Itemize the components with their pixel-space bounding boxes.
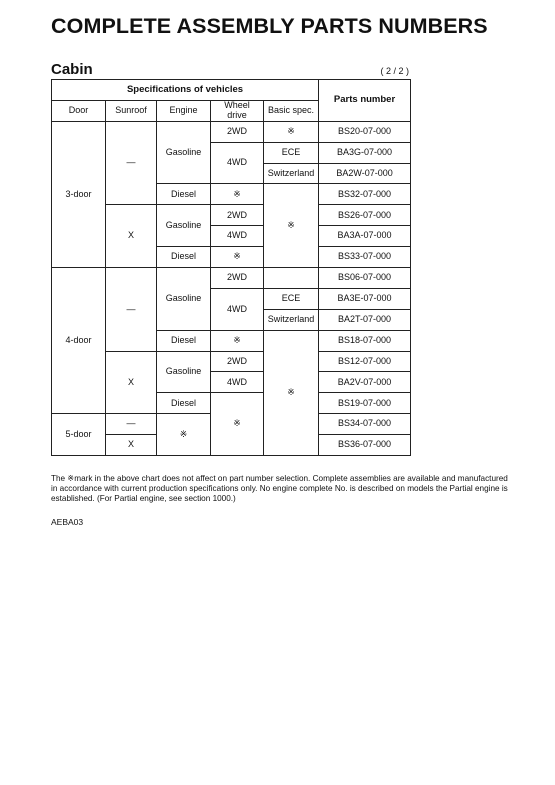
engine-cell: Diesel [157, 247, 211, 268]
door-cell: 5-door [52, 414, 106, 456]
sunroof-cell: X [106, 435, 157, 456]
sunroof-cell: — [106, 268, 157, 352]
wheel-drive-cell: 2WD [211, 121, 264, 142]
part-number-cell: BS20-07-000 [319, 121, 411, 142]
sunroof-cell: — [106, 121, 157, 205]
wheel-drive-cell: 4WD [211, 226, 264, 247]
col-header-basic-spec: Basic spec. [264, 100, 319, 121]
sunroof-cell: — [106, 414, 157, 435]
engine-cell: Gasoline [157, 205, 211, 247]
part-number-cell: BA3G-07-000 [319, 142, 411, 163]
basic-spec-cell: ECE [264, 288, 319, 309]
part-number-cell: BS19-07-000 [319, 393, 411, 414]
part-number-cell: BS12-07-000 [319, 351, 411, 372]
basic-spec-cell [264, 268, 319, 289]
part-number-cell: BS26-07-000 [319, 205, 411, 226]
engine-cell: Gasoline [157, 121, 211, 184]
door-cell: 4-door [52, 268, 106, 414]
sunroof-cell: X [106, 205, 157, 268]
wheel-drive-cell: 2WD [211, 268, 264, 289]
table-header-row [52, 80, 411, 101]
part-number-cell: BA2T-07-000 [319, 309, 411, 330]
mark-cell: ※ [264, 184, 319, 268]
page-title: COMPLETE ASSEMBLY PARTS NUMBERS [51, 14, 488, 38]
sunroof-cell: X [106, 351, 157, 414]
engine-cell: Gasoline [157, 351, 211, 393]
table-row [52, 121, 411, 142]
part-number-cell: BA3A-07-000 [319, 226, 411, 247]
mark-cell: ※ [211, 393, 264, 456]
part-number-cell: BA2V-07-000 [319, 372, 411, 393]
basic-spec-cell: Switzerland [264, 309, 319, 330]
part-number-cell: BA2W-07-000 [319, 163, 411, 184]
mark-cell: ※ [264, 330, 319, 455]
table-row [52, 205, 411, 226]
footnote-text: mark in the above chart does not affect on part number selection. Complete assemblies are available and manufactured in accordance with current production specifications only. No engine complete No. is described on models the Partial engine is established. (For Partial engine, see section 1000.) [51, 474, 508, 503]
part-number-cell: BS34-07-000 [319, 414, 411, 435]
wheel-drive-cell: 4WD [211, 142, 264, 184]
mark-cell: ※ [211, 184, 264, 205]
engine-cell: Diesel [157, 184, 211, 205]
engine-cell: Gasoline [157, 268, 211, 331]
part-number-cell: BS18-07-000 [319, 330, 411, 351]
parts-number-header: Parts number [319, 80, 411, 122]
footnote-mark: ※ [67, 474, 75, 483]
document-code: AEBA03 [51, 517, 84, 527]
table-row [52, 351, 411, 372]
part-number-cell: BS32-07-000 [319, 184, 411, 205]
wheel-drive-cell: 2WD [211, 205, 264, 226]
footnote [51, 474, 511, 504]
col-header-door: Door [52, 100, 106, 121]
spec-header: Specifications of vehicles [52, 80, 319, 101]
engine-cell: Diesel [157, 330, 211, 351]
col-header-engine: Engine [157, 100, 211, 121]
wheel-drive-cell: 2WD [211, 351, 264, 372]
basic-spec-cell: ECE [264, 142, 319, 163]
footnote-prefix: The [51, 474, 68, 483]
section-title: Cabin [51, 61, 93, 78]
engine-cell: Diesel [157, 393, 211, 414]
col-header-wheel-drive: Wheel drive [211, 100, 264, 121]
door-cell: 3-door [52, 121, 106, 267]
parts-table [51, 79, 411, 456]
mark-cell: ※ [211, 247, 264, 268]
part-number-cell: BA3E-07-000 [319, 288, 411, 309]
col-header-sunroof: Sunroof [106, 100, 157, 121]
mark-cell: ※ [157, 414, 211, 456]
part-number-cell: BS36-07-000 [319, 435, 411, 456]
basic-spec-cell: Switzerland [264, 163, 319, 184]
wheel-drive-cell: 4WD [211, 288, 264, 330]
wheel-drive-cell: 4WD [211, 372, 264, 393]
part-number-cell: BS06-07-000 [319, 268, 411, 289]
mark-cell: ※ [211, 330, 264, 351]
page-indicator: ( 2 / 2 ) [380, 66, 409, 76]
part-number-cell: BS33-07-000 [319, 247, 411, 268]
mark-cell: ※ [264, 121, 319, 142]
table-row [52, 268, 411, 289]
